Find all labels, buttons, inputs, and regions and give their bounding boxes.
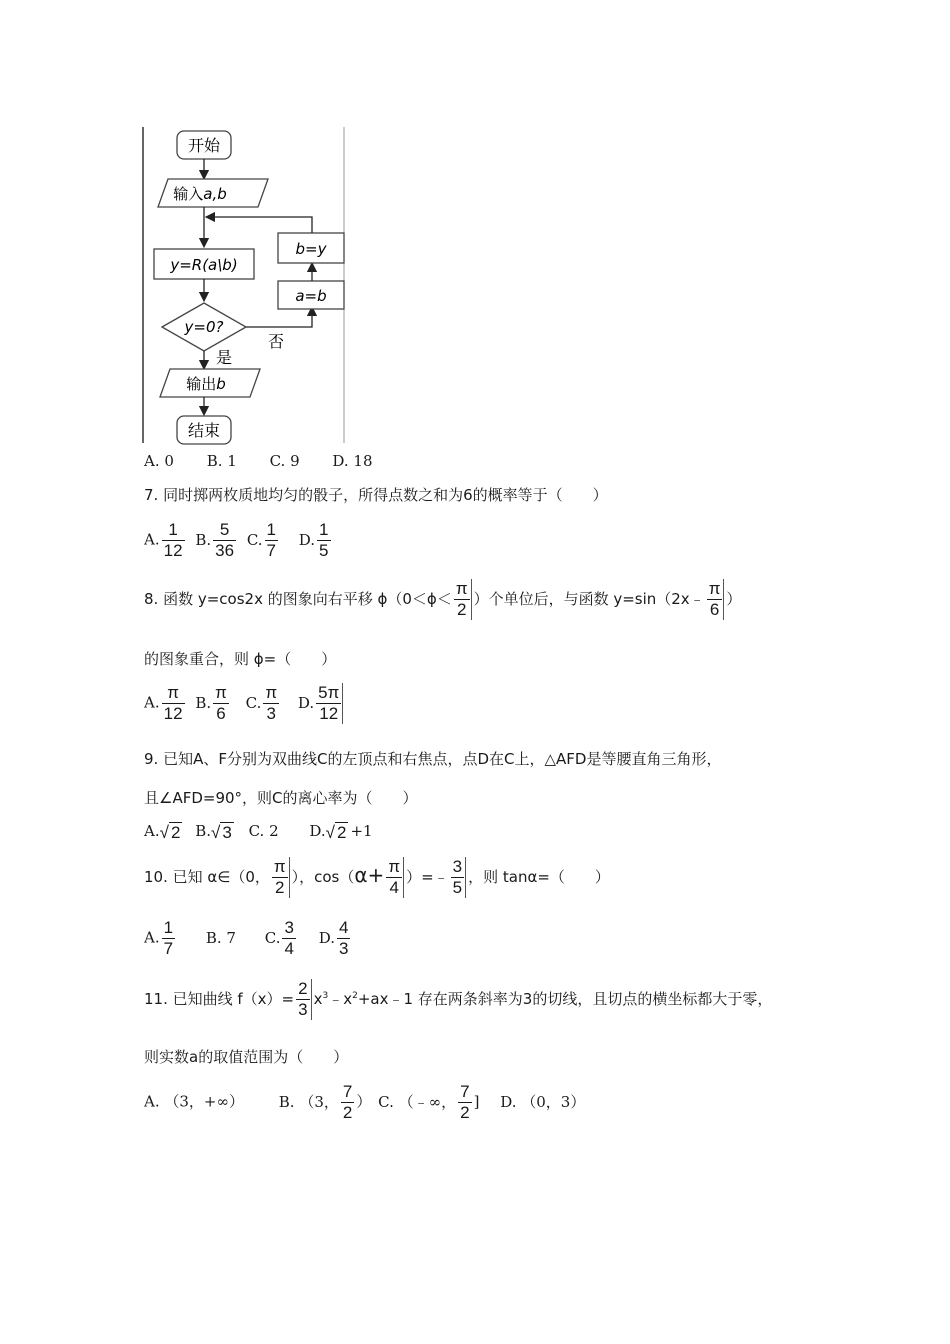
- assign-b-label: b=y: [295, 240, 327, 258]
- q7-option-d-fraction: $\frac{1}{5}$: [319, 520, 329, 560]
- q9-option-c: C. 2: [248, 822, 279, 840]
- end-label: 结束: [187, 421, 221, 440]
- q8-option-a-fraction: $\frac{\pi}{12}$: [163, 683, 183, 723]
- q8-stem-line2: 的图象重合，则 ϕ=（ ）: [144, 650, 337, 668]
- q8-fraction-pi-2: $\frac{\pi}{2}$: [454, 579, 472, 620]
- q8-fraction-pi-6: $\frac{\pi}{6}$: [707, 579, 725, 620]
- q8-option-b-fraction: $\frac{\pi}{6}$: [215, 683, 227, 723]
- q9-stem-line1: 9. 已知A、F分别为双曲线C的左顶点和右焦点，点D在C上，△AFD是等腰直角三角形，: [144, 750, 722, 768]
- no-label: 否: [268, 332, 285, 351]
- q10-option-a-fraction: $\frac{1}{7}$: [163, 918, 174, 958]
- q10-option-d-fraction: $\frac{4}{3}$: [338, 918, 349, 958]
- q10-option-c-fraction: $\frac{3}{4}$: [284, 918, 294, 958]
- q6-option-a: A. 0: [144, 452, 174, 470]
- output-label: 输出b: [186, 375, 226, 393]
- q7-stem: 7. 同时掷两枚质地均匀的骰子，所得点数之和为6的概率等于（ ）: [144, 486, 608, 504]
- process-label: y=R(a\b): [170, 256, 238, 274]
- q11-stem-line2: 则实数a的取值范围为（ ）: [144, 1048, 349, 1066]
- q9-option-a-sqrt: √ 2: [159, 822, 181, 842]
- q10-option-b: B. 7: [205, 928, 236, 947]
- q6-option-b: B. 1: [206, 452, 237, 470]
- q8-option-d-fraction: $\frac{5\pi}{12}$: [316, 683, 343, 724]
- q6-option-d: D. 18: [332, 452, 373, 470]
- q10-stem: 10. 已知 α∈（0， $\frac{\pi}{2}$ ），cos（α+ $\frac{\pi}{4}$ ）=﹣ $\frac{3}{5}$ ，则 tanα=（ ）: [144, 857, 610, 897]
- q6-option-c: C. 9: [269, 452, 300, 470]
- q9-option-d-sqrt: √ 2: [325, 822, 347, 842]
- input-label: 输入a,b: [173, 185, 227, 203]
- q8-options: A. $\frac{\pi}{12}$ B. $\frac{\pi}{6}$ C. $\frac{\pi}{3}$ D. $\frac{5\pi}{12}$: [144, 683, 345, 724]
- assign-a-label: a=b: [295, 287, 327, 305]
- q8-stem: 8. 函数 y=cos2x 的图象向右平移 ϕ（0＜ϕ＜ $\frac{\pi}{2}$ ）个单位后，与函数 y=sin（2x﹣ $\frac{\pi}{6}$ ）: [144, 579, 742, 619]
- q9-stem-line2: 且∠AFD=90°，则C的离心率为（ ）: [144, 789, 418, 807]
- q11-option-c-fraction: $\frac{7}{2}$: [460, 1082, 470, 1122]
- q11-option-a: A. （3，+∞）: [144, 1092, 244, 1111]
- q7-options: A. $\frac{1}{12}$ B. $\frac{5}{36}$ C. $\frac{1}{7}$ D. $\frac{1}{5}$: [144, 520, 329, 560]
- q9-option-b-sqrt: √ 3: [211, 822, 232, 842]
- q11-option-d: D. （0，3）: [500, 1092, 586, 1111]
- q7-option-a-fraction: $\frac{1}{12}$: [163, 520, 183, 560]
- q11-option-b-fraction: $\frac{7}{2}$: [342, 1082, 353, 1122]
- start-label: 开始: [187, 136, 221, 155]
- flowchart: [140, 125, 350, 447]
- q7-option-c-fraction: $\frac{1}{7}$: [266, 520, 276, 560]
- q7-option-b-fraction: $\frac{5}{36}$: [215, 520, 235, 560]
- q10-fraction-pi-2: $\frac{\pi}{2}$: [272, 857, 290, 898]
- decision-label: y=0?: [184, 318, 224, 336]
- q11-fraction-2-3: $\frac{2}{3}$: [296, 979, 311, 1020]
- q6-options: [144, 451, 373, 471]
- q10-options: A. $\frac{1}{7}$ B. 7 C. $\frac{3}{4}$ D. $\frac{4}{3}$: [144, 918, 349, 958]
- q10-fraction-3-5: $\frac{3}{5}$: [451, 857, 466, 898]
- q11-options: A. （3，+∞） B. （3， $\frac{7}{2}$ ） C. （﹣∞， $\frac{7}{2}$ ] D. （0，3）: [144, 1082, 586, 1122]
- q8-option-c-fraction: $\frac{\pi}{3}$: [265, 683, 278, 723]
- q11-stem: 11. 已知曲线 f（x）= $\frac{2}{3}$ $x^3﹣x^2+ax﹣1$ 存在两条斜率为3的切线，且切点的横坐标都大于零，: [144, 979, 773, 1019]
- q9-options: A. √ 2 B. √ 3 C. 2 D. √ 2 +1: [144, 822, 373, 842]
- q10-fraction-pi-4: $\frac{\pi}{4}$: [386, 857, 404, 898]
- yes-label: 是: [216, 348, 233, 367]
